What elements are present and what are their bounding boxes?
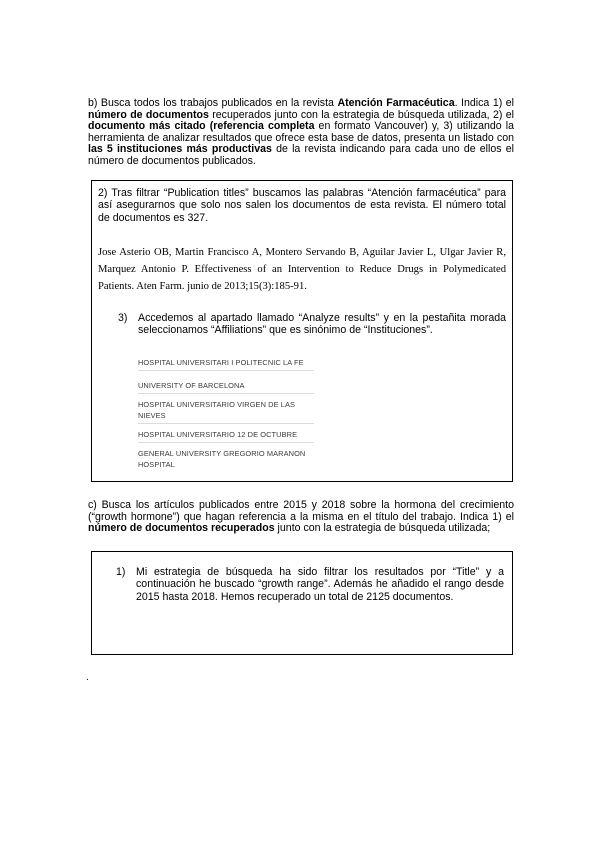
institution-item: HOSPITAL UNIVERSITARIO VIRGEN DE LAS NIEVES: [138, 396, 314, 424]
journal-name: Atención Farmacéutica: [337, 97, 455, 109]
section-b-bold-1: número de documentos: [88, 108, 209, 121]
section-b-prefix: b) Busca todos los trabajos publicados en la revista: [88, 97, 338, 109]
institution-item: UNIVERSITY OF BARCELONA: [138, 377, 314, 394]
section-c-prefix: c) Busca los artículos publicados entre 2015 y 2018 sobre la hormona del crecimiento (“growth hormone”) que hagan referencia a la misma en el título del trabajo. Indica 1) el: [88, 499, 514, 523]
section-b-text-2: recuperados junto con la estrategia de búsqueda utilizada, 2) el: [208, 108, 514, 121]
section-b-question: [88, 98, 514, 168]
section-c-question: [88, 500, 514, 535]
section-c-bold: número de documentos recuperados: [88, 522, 275, 535]
answer-b-text: 2) Tras filtrar “Publication titles” buscamos las palabras “Atención farmacéutica” para así asegurarnos que solo nos salen los documentos de esta revista. El número total de documentos es 327.: [98, 187, 506, 224]
section-b-bold-3: las 5 instituciones más productivas: [88, 143, 272, 156]
institution-item: HOSPITAL UNIVERSITARIO 12 DE OCTUBRE: [138, 426, 314, 443]
section-b-text-1: . Indica 1) el: [454, 97, 514, 109]
answer-box-b: [91, 180, 513, 482]
institution-item: GENERAL UNIVERSITY GREGORIO MARANON HOSPITAL: [138, 449, 306, 469]
trailing-dot: .: [86, 672, 89, 683]
institution-item: HOSPITAL UNIVERSITARI I POLITECNIC LA FE: [138, 354, 314, 371]
item-3-text: Accedemos al apartado llamado “Analyze results” y en la pestañita morada seleccionamos “Affiliations” que es sinónimo de “Instituciones”.: [138, 312, 506, 337]
item-1-number: 1): [116, 566, 126, 578]
item-1-text: Mi estrategia de búsqueda ha sido filtrar los resultados por “Title” y a continuación he buscado “growth range”. Además he añadido el rango desde 2015 hasta 2018. Hemos recuperado un total de 2125 documentos.: [136, 566, 504, 603]
item-3-number: 3): [118, 312, 128, 324]
vancouver-reference: Jose Asterio OB, Martin Francisco A, Montero Servando B, Aguilar Javier L, Ulgar Javier R, Marquez Antonio P. Effectiveness of an Intervention to Reduce Drugs in Polymedicated Patients. Aten Farm. junio de 2013;15(3):185-91.: [98, 247, 506, 292]
section-b-bold-2: documento más citado (referencia completa: [88, 120, 315, 133]
section-b-text-4: de la revista indicando para cada uno de ellos el número de documentos publicados.: [88, 143, 514, 167]
section-c-suffix: junto con la estrategia de búsqueda utilizada;: [274, 522, 491, 535]
answer-b-item-3: [118, 312, 506, 337]
answer-c-item-1: [116, 566, 504, 603]
institutions-list: [138, 354, 314, 472]
answer-box-c: [91, 551, 513, 655]
section-b-text-3: en formato Vancouver) y, 3) utilizando la herramienta de analizar resultados que ofrece esta base de datos, presenta un listado con: [88, 120, 514, 144]
